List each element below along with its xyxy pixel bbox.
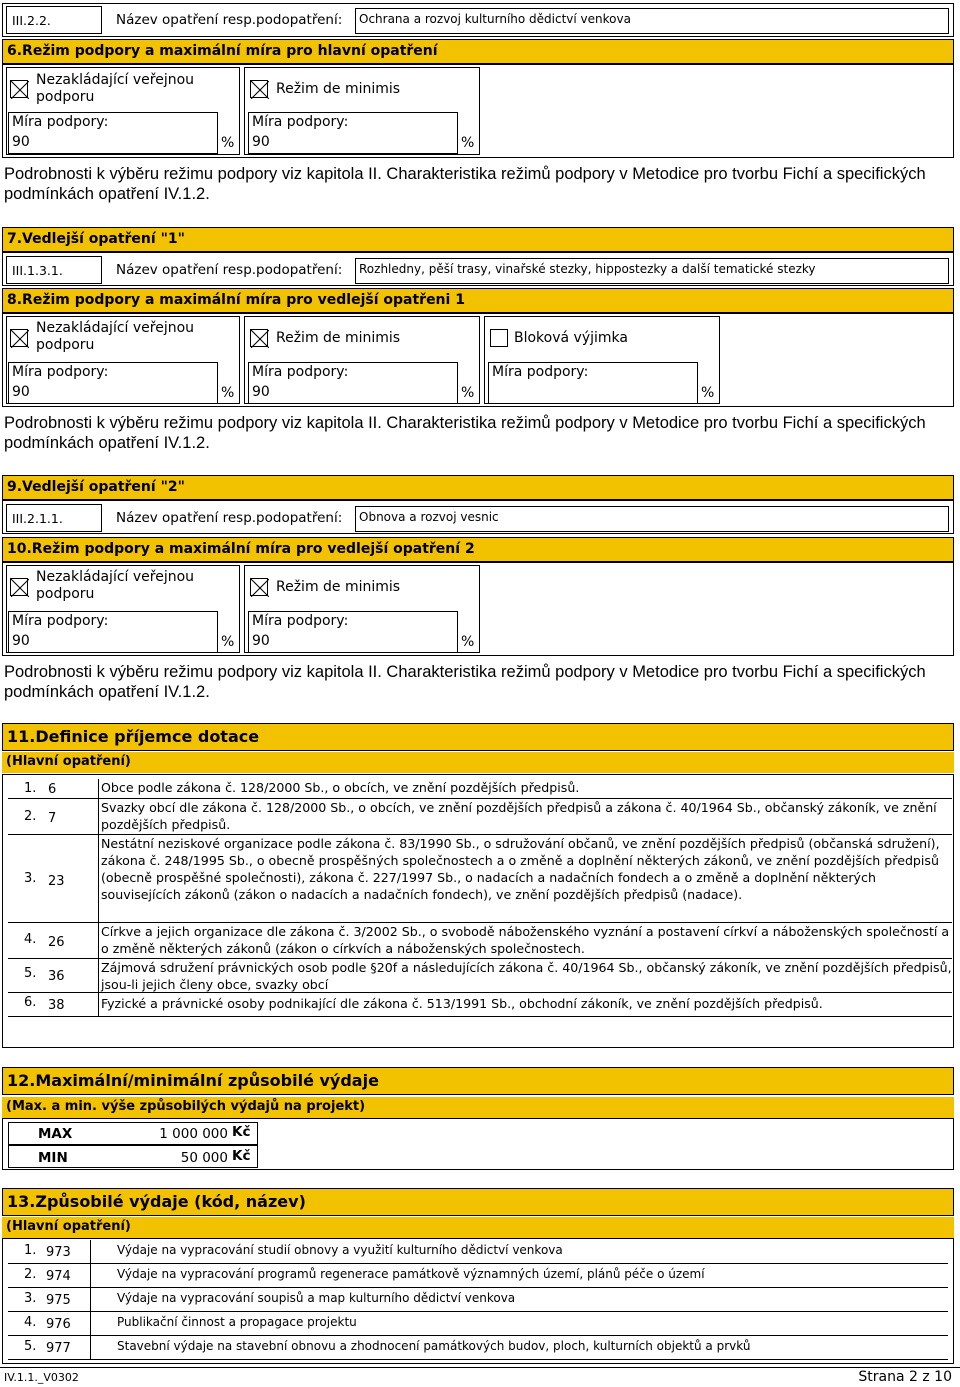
expense-code: 977 bbox=[46, 1341, 71, 1356]
s10-mira1-label: Míra podpory: bbox=[12, 613, 109, 629]
expense-row bbox=[8, 1312, 948, 1336]
s8-detail: Podrobnosti k výběru režimu podpory viz kapitola II. Charakteristika režimů podpory v Metodice pro tvorbu Fichí a specifických podmínkách opatření IV.1.2. bbox=[4, 414, 926, 452]
s6-opt2-checkbox[interactable] bbox=[250, 80, 268, 98]
expense-row bbox=[8, 1336, 948, 1360]
section-12-title: 12.Maximální/minimální způsobilé výdaje bbox=[2, 1067, 954, 1095]
s10-pct1: % bbox=[221, 634, 235, 650]
s6-mira1-box[interactable] bbox=[8, 112, 218, 154]
s8-opt1-label: Nezakládající veřejnou podporu bbox=[36, 320, 195, 353]
top-name-label: Název opatření resp.podopatření: bbox=[116, 12, 343, 28]
section-11-subtitle: (Hlavní opatření) bbox=[2, 752, 954, 773]
s6-pct1: % bbox=[221, 135, 235, 151]
expense-code: 974 bbox=[46, 1269, 71, 1284]
section-7-title: 7.Vedlejší opatření "1" bbox=[2, 227, 954, 252]
s6-detail: Podrobnosti k výběru režimu podpory viz kapitola II. Charakteristika režimů podpory v Metodice pro tvorbu Fichí a specifických podmínkách opatření IV.1.2. bbox=[4, 165, 926, 203]
s10-detail: Podrobnosti k výběru režimu podpory viz kapitola II. Charakteristika režimů podpory v Metodice pro tvorbu Fichí a specifických podmínkách opatření IV.1.2. bbox=[4, 663, 926, 701]
expense-num: 1. bbox=[24, 1243, 37, 1258]
s7-name-label: Název opatření resp.podopatření: bbox=[116, 262, 343, 278]
section-13-title: 13.Způsobilé výdaje (kód, název) bbox=[2, 1188, 954, 1216]
section-11-title: 11.Definice příjemce dotace bbox=[2, 723, 954, 751]
section-9-title: 9.Vedlejší opatření "2" bbox=[2, 475, 954, 500]
recipient-text: Církve a jejich organizace dle zákona č. 3/2002 Sb., o svobodě náboženského vyznání a postavení církví a náboženských společností a o změně některých zákonů (zákon o církvích a náboženských společnostech. bbox=[98, 923, 952, 958]
recipient-text: Obce podle zákona č. 128/2000 Sb., o obcích, ve znění pozdějších předpisů. bbox=[98, 779, 952, 798]
expense-text: Publikační činnost a propagace projektu bbox=[90, 1312, 948, 1336]
s10-opt1-label: Nezakládající veřejnou podporu bbox=[36, 569, 195, 602]
expense-text: Výdaje na vypracování soupisů a map kulturního dědictví venkova bbox=[90, 1288, 948, 1312]
s6-mira1-label: Míra podpory: bbox=[12, 114, 109, 130]
section-13-subtitle: (Hlavní opatření) bbox=[2, 1217, 954, 1238]
expense-num: 4. bbox=[24, 1315, 37, 1330]
max-currency: Kč bbox=[232, 1124, 251, 1140]
recipient-row bbox=[8, 835, 952, 923]
s8-mira3-box[interactable] bbox=[488, 362, 698, 404]
s9-name-label: Název opatření resp.podopatření: bbox=[116, 510, 343, 526]
recipient-num: 1. bbox=[24, 781, 37, 796]
section-12-subtitle: (Max. a min. výše způsobilých výdajů na projekt) bbox=[2, 1097, 954, 1118]
s8-mira2-box[interactable] bbox=[248, 362, 458, 404]
s8-opt3-checkbox[interactable] bbox=[490, 329, 508, 347]
expense-text: Výdaje na vypracování programů regenerace památkově významných území, plánů péče o území bbox=[90, 1264, 948, 1288]
s10-opt1-checkbox[interactable] bbox=[10, 578, 28, 596]
s10-pct2: % bbox=[461, 634, 475, 650]
expense-row bbox=[8, 1264, 948, 1288]
recipient-code: 26 bbox=[48, 935, 65, 950]
s10-mira2-box[interactable] bbox=[248, 611, 458, 653]
footer-version: IV.1.1._V0302 bbox=[4, 1371, 79, 1384]
s6-pct2: % bbox=[461, 135, 475, 151]
recipient-num: 5. bbox=[24, 966, 37, 981]
s7-code: III.1.3.1. bbox=[12, 263, 63, 278]
recipient-num: 6. bbox=[24, 995, 37, 1010]
recipient-row bbox=[8, 779, 952, 799]
s10-opt2-checkbox[interactable] bbox=[250, 578, 268, 596]
recipient-code: 23 bbox=[48, 874, 65, 889]
s6-mira2-box[interactable] bbox=[248, 112, 458, 154]
section-6-title: 6.Režim podpory a maximální míra pro hlavní opatření bbox=[2, 39, 954, 64]
top-code: III.2.2. bbox=[12, 13, 51, 28]
s8-mira1-label: Míra podpory: bbox=[12, 364, 109, 380]
s6-opt2-label: Režim de minimis bbox=[276, 81, 401, 97]
expense-row bbox=[8, 1240, 948, 1264]
min-value[interactable]: 50 000 bbox=[180, 1150, 228, 1166]
recipient-num: 3. bbox=[24, 871, 37, 886]
expense-num: 3. bbox=[24, 1291, 37, 1306]
footer-page: Strana 2 z 10 bbox=[858, 1369, 952, 1385]
s8-pct2: % bbox=[461, 385, 475, 401]
expense-text: Stavební výdaje na stavební obnovu a zhodnocení památkových budov, ploch, kulturních objektů a prvků bbox=[90, 1336, 948, 1360]
recipient-text: Zájmová sdružení právnických osob podle §20f a následujících zákona č. 40/1964 Sb., občanský zákoník, ve znění pozdějších předpisů, jsou-li jejich členy obce, svazky obcí bbox=[98, 959, 952, 992]
expense-code: 975 bbox=[46, 1293, 71, 1308]
expense-num: 2. bbox=[24, 1267, 37, 1282]
s6-mira1-value: 90 bbox=[12, 134, 30, 150]
footer-rule bbox=[0, 1367, 960, 1368]
s10-mira1-value: 90 bbox=[12, 633, 30, 649]
recipient-code: 7 bbox=[48, 811, 57, 826]
s8-pct1: % bbox=[221, 385, 235, 401]
recipient-code: 38 bbox=[48, 998, 65, 1013]
s9-name-value: Obnova a rozvoj vesnic bbox=[355, 506, 949, 532]
s8-mira1-value: 90 bbox=[12, 384, 30, 400]
s8-opt3-label: Bloková výjimka bbox=[514, 330, 628, 346]
recipient-text: Nestátní neziskové organizace podle zákona č. 83/1990 Sb., o sdružování občanů, ve znění pozdějších předpisů (občanská sdružení), zákona č. 248/1995 Sb., o obecně prospěšných společnostech a o změně a doplnění některých zákonů, ve znění pozdějších předpisů (obecně prospěšné společnosti), zákona č. 227/1997 Sb., o nadacích a nadačních fondech a o změně a doplnění některých souvisejících zákonů (zákon o nadacích a nadačních fondech), ve znění pozdějších předpisů (nadace). bbox=[98, 835, 952, 922]
expense-row bbox=[8, 1288, 948, 1312]
s10-mira2-value: 90 bbox=[252, 633, 270, 649]
s8-mira2-value: 90 bbox=[252, 384, 270, 400]
min-currency: Kč bbox=[232, 1148, 251, 1164]
s8-mira1-box[interactable] bbox=[8, 362, 218, 404]
s8-opt2-label: Režim de minimis bbox=[276, 330, 401, 346]
s8-mira2-label: Míra podpory: bbox=[252, 364, 349, 380]
s8-mira3-label: Míra podpory: bbox=[492, 364, 589, 380]
s10-mira1-box[interactable] bbox=[8, 611, 218, 653]
s10-opt2-label: Režim de minimis bbox=[276, 579, 401, 595]
min-label: MIN bbox=[38, 1150, 68, 1166]
recipient-row bbox=[8, 993, 952, 1017]
section-8-title: 8.Režim podpory a maximální míra pro vedlejší opatřeni 1 bbox=[2, 288, 954, 313]
s9-code: III.2.1.1. bbox=[12, 511, 63, 526]
recipient-text: Fyzické a právnické osoby podnikající dle zákona č. 513/1991 Sb., obchodní zákoník, ve znění pozdějších předpisů. bbox=[98, 993, 952, 1016]
recipient-code: 6 bbox=[48, 782, 57, 797]
expense-num: 5. bbox=[24, 1339, 37, 1354]
max-label: MAX bbox=[38, 1126, 73, 1142]
s8-opt2-checkbox[interactable] bbox=[250, 329, 268, 347]
s10-mira2-label: Míra podpory: bbox=[252, 613, 349, 629]
recipient-num: 4. bbox=[24, 932, 37, 947]
s6-mira2-label: Míra podpory: bbox=[252, 114, 349, 130]
max-value[interactable]: 1 000 000 bbox=[159, 1126, 228, 1142]
top-name-value: Ochrana a rozvoj kulturního dědictví venkova bbox=[355, 8, 949, 34]
recipient-text: Svazky obcí dle zákona č. 128/2000 Sb., o obcích, ve znění pozdějších předpisů a zákona č. 40/1964 Sb., občanský zákoník, ve znění pozdějších předpisů. bbox=[98, 799, 952, 834]
s6-opt1-checkbox[interactable] bbox=[10, 80, 28, 98]
s6-mira2-value: 90 bbox=[252, 134, 270, 150]
s7-name-value: Rozhledny, pěší trasy, vinařské stezky, hippostezky a další tematické stezky bbox=[355, 258, 949, 284]
expense-code: 976 bbox=[46, 1317, 71, 1332]
recipient-code: 36 bbox=[48, 969, 65, 984]
recipient-row bbox=[8, 923, 952, 959]
section-10-title: 10.Režim podpory a maximální míra pro vedlejší opatření 2 bbox=[2, 537, 954, 562]
s8-opt1-checkbox[interactable] bbox=[10, 329, 28, 347]
recipient-row bbox=[8, 799, 952, 835]
recipient-num: 2. bbox=[24, 809, 37, 824]
expense-code: 973 bbox=[46, 1245, 71, 1260]
s8-pct3: % bbox=[701, 385, 715, 401]
expense-text: Výdaje na vypracování studií obnovy a využití kulturního dědictví venkova bbox=[90, 1240, 948, 1264]
s6-opt1-label: Nezakládající veřejnou podporu bbox=[36, 72, 195, 105]
recipient-row bbox=[8, 959, 952, 993]
